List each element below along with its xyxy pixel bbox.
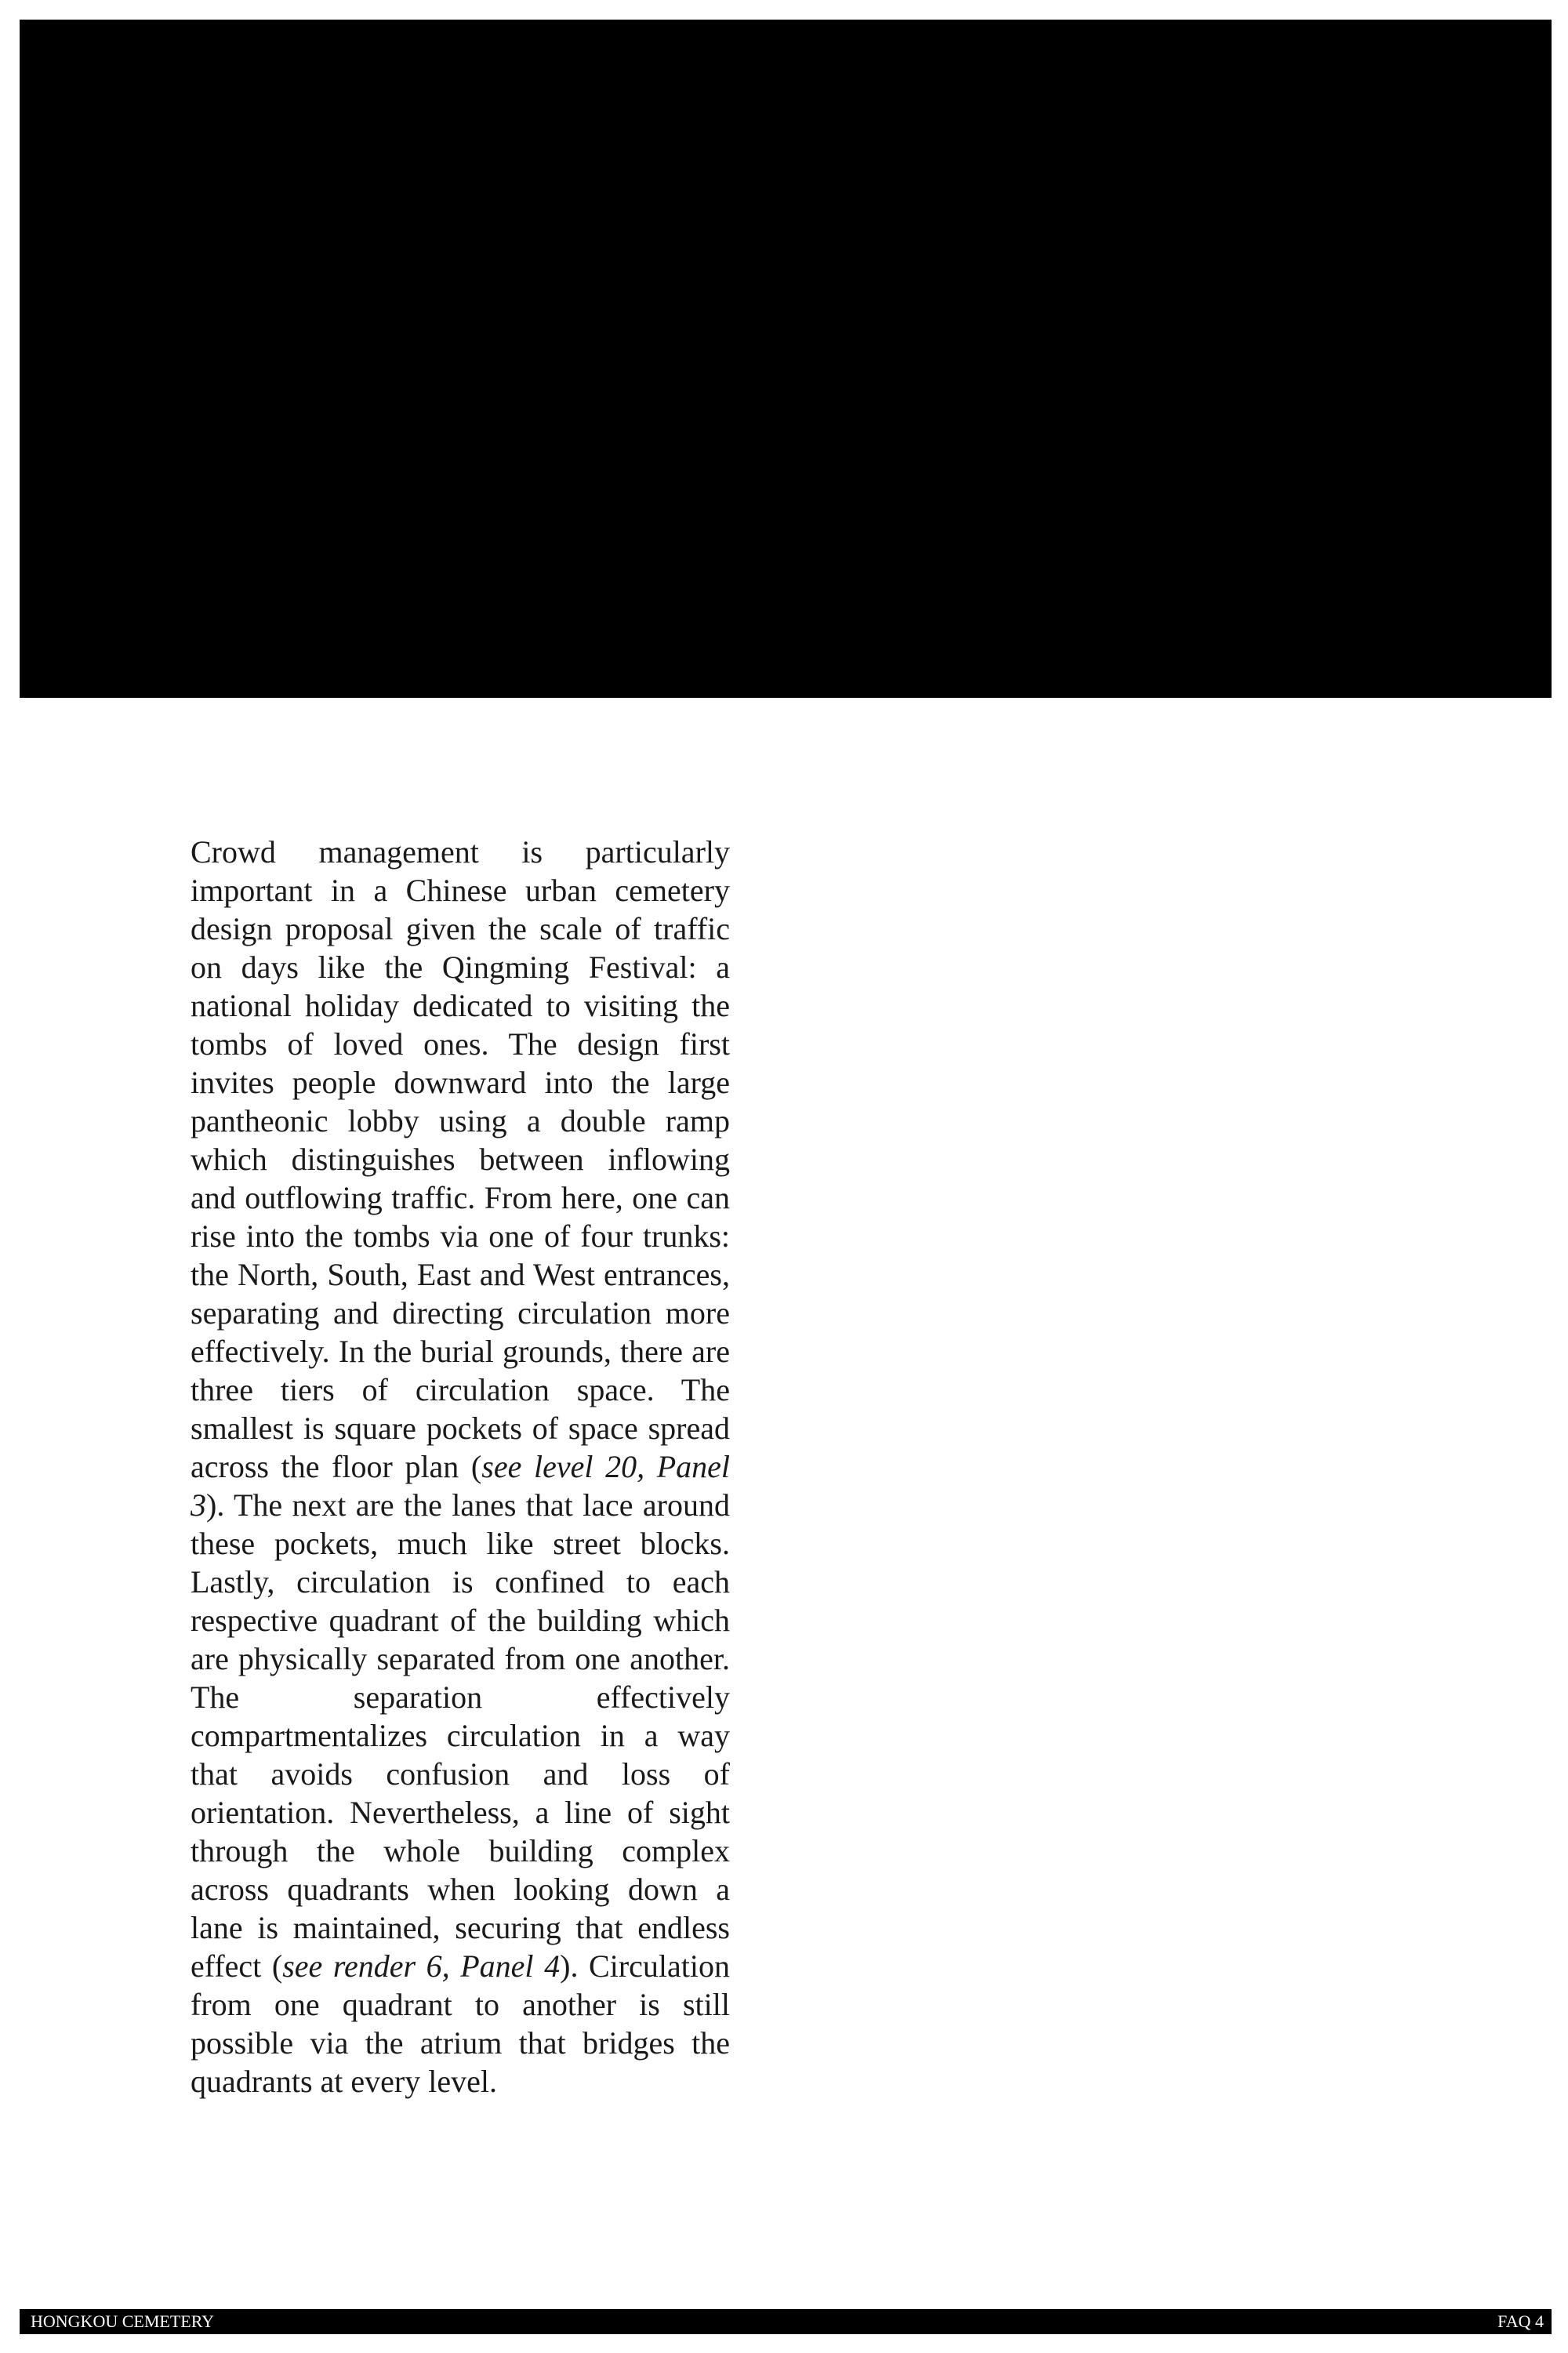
body-paragraph <box>191 833 730 2101</box>
hero-image-area <box>20 20 1552 698</box>
footer-project-name: HONGKOU CEMETERY <box>31 2311 215 2331</box>
body-text-part-2: ). The next are the lanes that lace around these pockets, much like street blocks. Lastly, circulation is confined to each respective quadrant of the building which are physically separated from one another. The separation effectively compartmentalizes circulation in a way that avoids confusion and loss of orientation. Nevertheless, a line of sight through the whole building complex across quadrants when looking down a lane is maintained, securing that endless effect ( <box>191 1487 730 1984</box>
reference-level-20: see level 20, Panel 3 <box>191 1449 730 1523</box>
body-text-part-1: Crowd management is particularly important in a Chinese urban cemetery design proposal given the scale of traffic on days like the Qingming Festival: a national holiday dedicated to visiting the tombs of loved ones. The design first invites people downward into the large pantheonic lobby using a double ramp which distinguishes between inflowing and outflowing traffic. From here, one can rise into the tombs via one of four trunks: the North, South, East and West entrances, separating and directing circulation more effectively. In the burial grounds, there are three tiers of circulation space. The smallest is square pockets of space spread across the floor plan ( <box>191 834 730 1484</box>
footer-page-label: FAQ 4 <box>1497 2311 1544 2331</box>
body-text-part-3: ). Circulation from one quadrant to another is still possible via the atrium that bridges the quadrants at every level. <box>191 1948 730 2099</box>
footer-bar <box>20 2309 1552 2334</box>
reference-render-6: see render 6, Panel 4 <box>282 1948 561 1984</box>
page-title: How is the proposal sensitive to crowd management? <box>43 638 1232 698</box>
